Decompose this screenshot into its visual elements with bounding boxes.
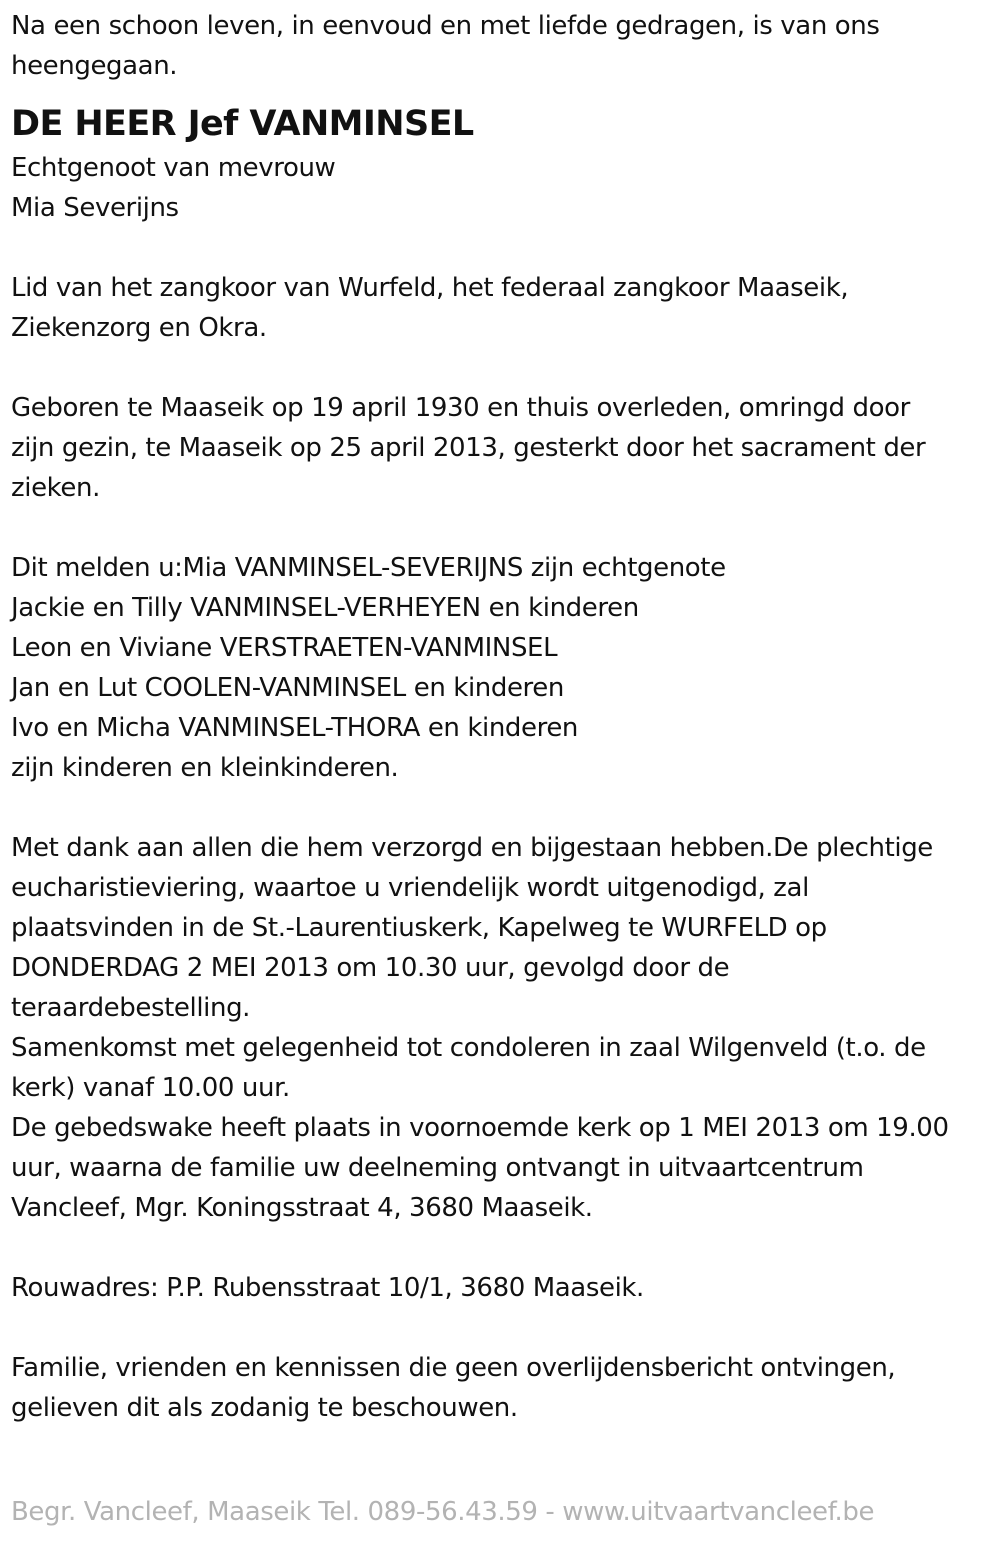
intro-line: heengegaan. <box>11 51 178 81</box>
birth-death-line: zijn gezin, te Maaseik op 25 april 2013, gesterkt door het sacrament der <box>11 433 926 463</box>
ceremony-line: uur, waarna de familie uw deelneming ontvangt in uitvaartcentrum <box>11 1153 864 1183</box>
birth-death-paragraph <box>11 388 991 508</box>
paragraph-gap <box>11 348 991 388</box>
funeral-home-footer: Begr. Vancleef, Maaseik Tel. 089-56.43.59 - www.uitvaartvancleef.be <box>11 1497 875 1527</box>
ceremony-line: kerk) vanaf 10.00 uur. <box>11 1073 290 1103</box>
closing-line: gelieven dit als zodanig te beschouwen. <box>11 1393 518 1423</box>
ceremony-line: Vancleef, Mgr. Koningsstraat 4, 3680 Maaseik. <box>11 1193 593 1223</box>
spouse-line: Mia Severijns <box>11 193 179 223</box>
family-line: Leon en Viviane VERSTRAETEN-VANMINSEL <box>11 633 558 663</box>
ceremony-line: eucharistieviering, waartoe u vriendelijk wordt uitgenodigd, zal <box>11 873 809 903</box>
ceremony-line: De gebedswake heeft plaats in voornoemde kerk op 1 MEI 2013 om 19.00 <box>11 1113 949 1143</box>
paragraph-gap <box>11 228 991 268</box>
ceremony-line: Samenkomst met gelegenheid tot condoleren in zaal Wilgenveld (t.o. de <box>11 1033 926 1063</box>
intro-line: Na een schoon leven, in eenvoud en met liefde gedragen, is van ons <box>11 11 880 41</box>
spouse-paragraph <box>11 148 991 228</box>
family-paragraph <box>11 548 991 788</box>
mourning-address: Rouwadres: P.P. Rubensstraat 10/1, 3680 Maaseik. <box>11 1273 644 1303</box>
spouse-line: Echtgenoot van mevrouw <box>11 153 336 183</box>
ceremony-line: plaatsvinden in de St.-Laurentiuskerk, Kapelweg te WURFELD op <box>11 913 827 943</box>
ceremony-line: teraardebestelling. <box>11 993 251 1023</box>
family-line: Jackie en Tilly VANMINSEL-VERHEYEN en kinderen <box>11 593 639 623</box>
ceremony-line: Met dank aan allen die hem verzorgd en bijgestaan hebben.De plechtige <box>11 833 933 863</box>
family-line: zijn kinderen en kleinkinderen. <box>11 753 399 783</box>
family-line: Ivo en Micha VANMINSEL-THORA en kinderen <box>11 713 579 743</box>
birth-death-line: zieken. <box>11 473 100 503</box>
membership-paragraph <box>11 268 991 348</box>
membership-line: Ziekenzorg en Okra. <box>11 313 267 343</box>
intro-paragraph <box>11 6 991 86</box>
paragraph-gap <box>11 1308 991 1348</box>
birth-death-line: Geboren te Maaseik op 19 april 1930 en thuis overleden, omringd door <box>11 393 910 423</box>
family-line: Jan en Lut COOLEN-VANMINSEL en kinderen <box>11 673 564 703</box>
paragraph-gap <box>11 508 991 548</box>
closing-line: Familie, vrienden en kennissen die geen overlijdensbericht ontvingen, <box>11 1353 896 1383</box>
paragraph-gap <box>11 788 991 828</box>
ceremony-line: DONDERDAG 2 MEI 2013 om 10.30 uur, gevolgd door de <box>11 953 730 983</box>
address-paragraph <box>11 1268 991 1308</box>
obituary-notice <box>11 6 991 1428</box>
membership-line: Lid van het zangkoor van Wurfeld, het federaal zangkoor Maaseik, <box>11 273 849 303</box>
paragraph-gap <box>11 1228 991 1268</box>
deceased-name: DE HEER Jef VANMINSEL <box>11 104 474 144</box>
family-line: Dit melden u:Mia VANMINSEL-SEVERIJNS zijn echtgenote <box>11 553 726 583</box>
closing-paragraph <box>11 1348 991 1428</box>
ceremony-paragraph <box>11 828 991 1228</box>
